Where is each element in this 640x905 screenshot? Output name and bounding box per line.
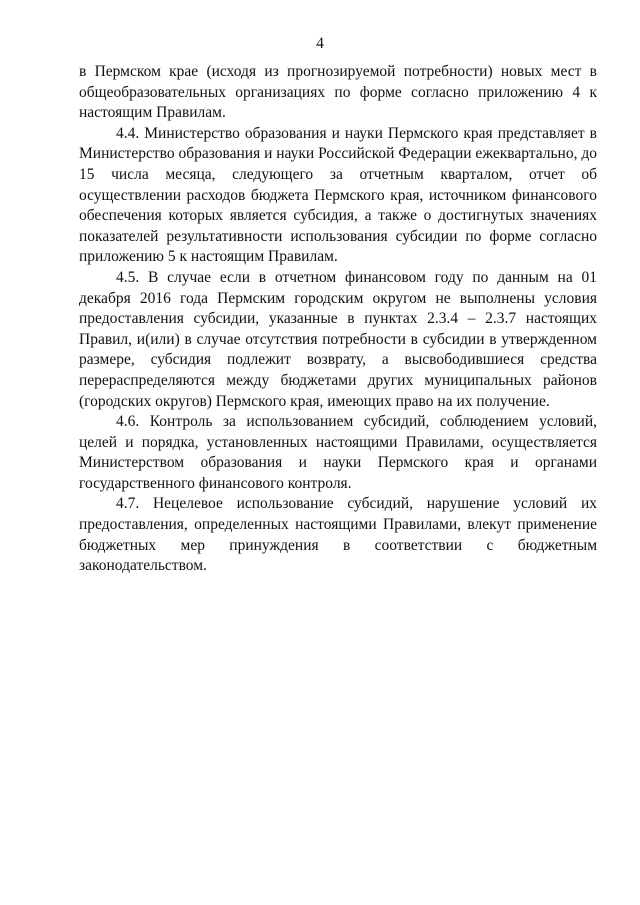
paragraph-4-4: 4.4. Министерство образования и науки Пермского края представляет в Министерство образования и науки Российской Федерации ежеквартально, до 15 числа месяца, следующего за отчетным кварталом, отчет об осуществлении расходов бюджета Пермского края, источником финансового обеспечения которых является субсидия, а также о достигнутых значениях показателей результативности использования субсидии по форме согласно приложению 5 к настоящим Правилам. <box>79 124 597 266</box>
page-number: 4 <box>316 35 324 52</box>
paragraph-4-5: 4.5. В случае если в отчетном финансовом году по данным на 01 декабря 2016 года Пермским городским округом не выполнены условия предоставления субсидии, указанные в пунктах 2.3.4 – 2.3.7 настоящих Правил, и(или) в случае отсутствия потребности в субсидии в утвержденном размере, субсидия подлежит возврату, а высвободившиеся средства перераспределяются между бюджетами других муниципальных районов (городских округов) Пермского края, имеющих право на их получение. <box>79 268 597 410</box>
document-body <box>79 62 597 577</box>
paragraph-4-6: 4.6. Контроль за использованием субсидий, соблюдением условий, целей и порядка, установленных настоящими Правилами, осуществляется Министерством образования и науки Пермского края и органами государственного финансового контроля. <box>79 413 597 492</box>
paragraph-continuation: в Пермском крае (исходя из прогнозируемой потребности) новых мест в общеобразовательных организациях по форме согласно приложению 4 к настоящим Правилам. <box>79 63 597 122</box>
paragraph-4-7: 4.7. Нецелевое использование субсидий, нарушение условий их предоставления, определенных настоящими Правилами, влекут применение бюджетных мер принуждения в соответствии с бюджетным законодательством. <box>79 495 597 575</box>
